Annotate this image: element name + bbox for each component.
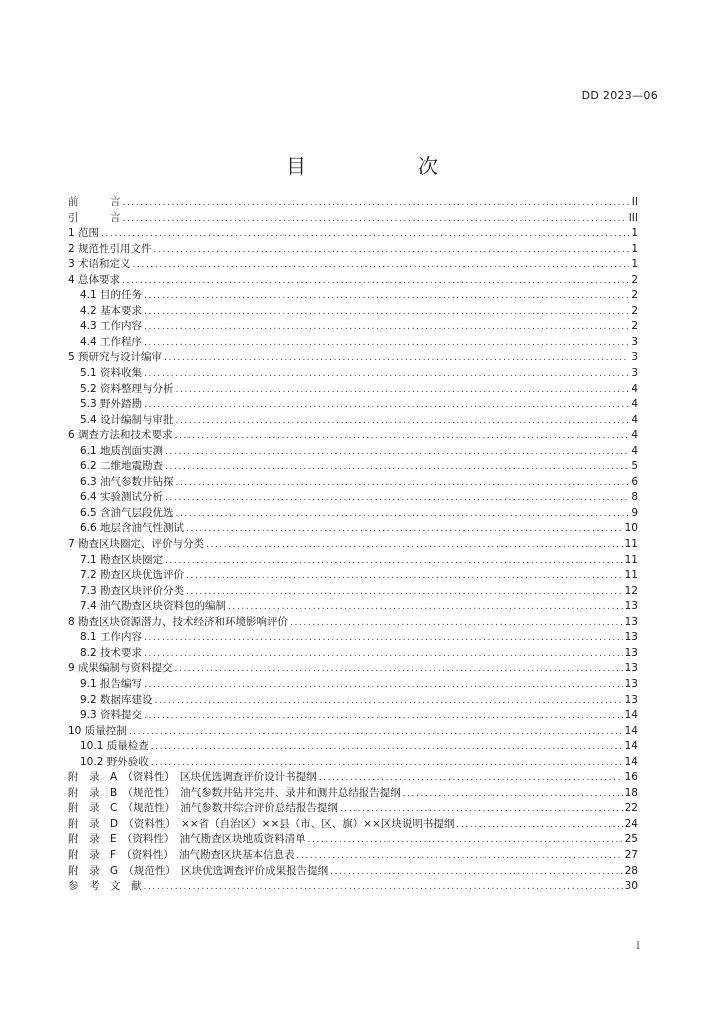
toc-leader-dots — [144, 709, 623, 724]
toc-entry[interactable] — [68, 677, 638, 693]
toc-entry[interactable] — [68, 553, 638, 569]
toc-entry-label: 2 规范性引用文件 — [68, 242, 152, 255]
toc-entry-label: 10.2 野外验收 — [80, 755, 149, 768]
toc-leader-dots — [330, 865, 622, 880]
toc-leader-dots — [186, 585, 623, 600]
toc-entry-page: 9 — [631, 506, 638, 519]
toc-entry[interactable] — [68, 584, 638, 600]
toc-entry-page: 2 — [631, 304, 638, 317]
toc-entry[interactable] — [68, 350, 638, 366]
toc-entry[interactable] — [68, 724, 638, 740]
toc-entry-page: 4 — [631, 413, 638, 426]
toc-entry[interactable] — [68, 304, 638, 320]
toc-leader-dots — [206, 538, 623, 553]
toc-entry-label: 9.1 报告编写 — [80, 677, 143, 690]
toc-leader-dots — [144, 289, 629, 304]
toc-entry[interactable] — [68, 599, 638, 615]
toc-leader-dots — [319, 771, 623, 786]
toc-entry-label: 7 勘查区块圈定、评价与分类 — [68, 538, 205, 551]
toc-entry-page: 5 — [631, 460, 638, 473]
toc-entry-label: 7.3 勘查区块评价分类 — [80, 584, 185, 597]
toc-entry[interactable] — [68, 288, 638, 304]
toc-entry-page: 11 — [624, 538, 638, 551]
toc-leader-dots — [122, 274, 629, 289]
toc-leader-dots — [456, 818, 622, 833]
toc-leader-dots — [175, 429, 630, 444]
toc-entry-label: 5.2 资料整理与分析 — [80, 382, 174, 395]
toc-entry-label: 6 调查方法和技术要求 — [68, 429, 173, 442]
toc-entry-label: 3 术语和定义 — [68, 258, 131, 271]
toc-leader-dots — [123, 196, 630, 211]
toc-entry[interactable] — [68, 832, 638, 848]
toc-entry-page: 4 — [631, 429, 638, 442]
toc-leader-dots — [340, 802, 623, 817]
doc-code: DD 2023—06 — [581, 89, 658, 102]
toc-entry-label: 附 录 D （资料性） ××省（自治区）××县（市、区、旗）××区块说明书提纲 — [68, 817, 455, 830]
toc-entry-label: 9.2 数据库建设 — [80, 693, 153, 706]
toc-entry-label: 8.2 技术要求 — [80, 646, 143, 659]
toc-entry[interactable] — [68, 770, 638, 786]
toc-entry-label: 附 录 C （规范性） 油气参数井综合评价总结报告提纲 — [68, 802, 338, 815]
toc-leader-dots — [176, 507, 630, 522]
toc-entry[interactable] — [68, 817, 638, 833]
toc-entry-page: 11 — [624, 569, 638, 582]
toc-entry[interactable] — [68, 786, 638, 802]
toc-leader-dots — [144, 336, 629, 351]
toc-entry-page: 14 — [624, 755, 638, 768]
toc-entry[interactable] — [68, 382, 638, 398]
toc-entry-page: II — [631, 196, 638, 208]
toc-entry[interactable] — [68, 226, 638, 242]
toc-entry-label: 7.4 油气勘查区块资料包的编制 — [80, 600, 227, 613]
toc-entry[interactable] — [68, 366, 638, 382]
toc-leader-dots — [144, 880, 623, 895]
toc-entry-label: 附 录 A （资料性） 区块优选调查评价设计书提纲 — [68, 771, 317, 784]
toc-entry-label: 6.1 地质剖面实测 — [80, 444, 164, 457]
toc-entry-page: 27 — [624, 848, 638, 861]
toc-entry-label: 7.1 勘查区块圈定 — [80, 553, 164, 566]
toc-entry[interactable] — [68, 211, 638, 227]
toc-entry[interactable] — [68, 319, 638, 335]
toc-entry-page: 3 — [631, 351, 638, 364]
toc-entry[interactable] — [68, 848, 638, 864]
toc-entry-page: 18 — [624, 786, 638, 799]
toc-entry-label: 4 总体要求 — [68, 273, 121, 286]
toc-entry-page: III — [628, 211, 638, 224]
toc-entry-label: 附 录 F （资料性） 油气勘查区块基本信息表 — [68, 848, 295, 861]
toc-entry-page: 14 — [624, 740, 638, 753]
toc-entry[interactable] — [68, 242, 638, 258]
toc-entry[interactable] — [68, 397, 638, 413]
toc-entry[interactable] — [68, 490, 638, 506]
page-number: I — [636, 941, 640, 952]
toc-leader-dots — [165, 445, 629, 460]
toc-entry-page: 2 — [631, 273, 638, 286]
toc-entry-label: 6.3 油气参数井钻探 — [80, 475, 174, 488]
toc-entry-page: 13 — [624, 631, 638, 644]
toc-entry[interactable] — [68, 257, 638, 273]
toc-entry-page: 4 — [631, 398, 638, 411]
toc-leader-dots — [155, 694, 623, 709]
toc-entry[interactable] — [68, 428, 638, 444]
toc-entry[interactable] — [68, 646, 638, 662]
toc-entry-label: 4.2 基本要求 — [80, 304, 143, 317]
toc-entry[interactable] — [68, 195, 638, 211]
toc-entry-page: 13 — [624, 677, 638, 690]
toc-entry-label: 6.4 实验测试分析 — [80, 491, 164, 504]
toc-entry-label: 5.4 设计编制与审批 — [80, 413, 174, 426]
toc-entry-page: 8 — [631, 491, 638, 504]
toc-entry-page: 10 — [624, 522, 638, 535]
toc-entry[interactable] — [68, 693, 638, 709]
toc-entry-label: 附 录 E （资料性） 油气勘查区块地质资料清单 — [68, 833, 306, 846]
toc-entry-label: 5.3 野外踏勘 — [80, 398, 143, 411]
toc-entry-label: 1 范围 — [68, 227, 100, 240]
toc-entry-page: 6 — [631, 475, 638, 488]
toc-entry[interactable] — [68, 444, 638, 460]
table-of-contents — [68, 195, 638, 895]
toc-entry[interactable] — [68, 755, 638, 771]
toc-leader-dots — [176, 476, 630, 491]
toc-entry-label: 附 录 G （规范性） 区块优选调查评价成果报告提纲 — [68, 864, 329, 877]
toc-entry[interactable] — [68, 335, 638, 351]
toc-entry[interactable] — [68, 413, 638, 429]
toc-entry[interactable] — [68, 879, 638, 895]
toc-entry-label: 6.2 二维地震勘查 — [80, 460, 164, 473]
toc-entry-label: 4.3 工作内容 — [80, 320, 143, 333]
toc-entry-page: 2 — [631, 320, 638, 333]
toc-leader-dots — [151, 740, 623, 755]
toc-entry-page: 3 — [631, 367, 638, 380]
toc-leader-dots — [297, 849, 623, 864]
toc-leader-dots — [154, 243, 630, 258]
toc-entry-label: 4.4 工作程序 — [80, 335, 143, 348]
toc-leader-dots — [101, 227, 629, 242]
toc-entry[interactable] — [68, 568, 638, 584]
toc-leader-dots — [290, 616, 623, 631]
toc-leader-dots — [176, 414, 630, 429]
toc-entry-page: 1 — [631, 242, 638, 255]
toc-entry[interactable] — [68, 506, 638, 522]
toc-entry-label: 前 言 — [68, 196, 121, 208]
toc-entry-page: 12 — [624, 584, 638, 597]
toc-leader-dots — [123, 212, 627, 227]
toc-entry[interactable] — [68, 661, 638, 677]
toc-leader-dots — [144, 631, 623, 646]
toc-leader-dots — [144, 398, 629, 413]
toc-leader-dots — [165, 460, 629, 475]
toc-entry-page: 16 — [624, 771, 638, 784]
toc-entry[interactable] — [68, 459, 638, 475]
toc-leader-dots — [176, 383, 630, 398]
toc-entry-label: 9 成果编制与资料提交 — [68, 662, 173, 675]
toc-entry-page: 24 — [624, 817, 638, 830]
toc-entry-label: 7.2 勘查区块优选评价 — [80, 569, 185, 582]
toc-entry[interactable] — [68, 475, 638, 491]
toc-entry-page: 4 — [631, 382, 638, 395]
toc-leader-dots — [165, 491, 629, 506]
toc-entry-page: 22 — [624, 802, 638, 815]
toc-entry[interactable] — [68, 521, 638, 537]
toc-entry-label: 8 勘查区块资源潜力、技术经济和环境影响评价 — [68, 615, 289, 628]
toc-entry-label: 6.5 含油气层段优选 — [80, 506, 174, 519]
toc-entry-page: 13 — [624, 662, 638, 675]
toc-leader-dots — [165, 554, 623, 569]
toc-entry[interactable] — [68, 615, 638, 631]
toc-leader-dots — [186, 569, 623, 584]
toc-entry-page: 14 — [624, 709, 638, 722]
toc-entry-page: 3 — [631, 335, 638, 348]
toc-leader-dots — [144, 320, 629, 335]
toc-entry-label: 9.3 资料提交 — [80, 709, 143, 722]
toc-entry[interactable] — [68, 708, 638, 724]
toc-entry[interactable] — [68, 739, 638, 755]
toc-entry-page: 30 — [624, 880, 638, 893]
toc-entry-label: 引 言 — [68, 211, 121, 224]
toc-leader-dots — [129, 725, 623, 740]
toc-entry-page: 2 — [631, 289, 638, 302]
toc-leader-dots — [144, 678, 623, 693]
toc-entry-label: 5 预研究与设计编审 — [68, 351, 163, 364]
toc-leader-dots — [133, 258, 630, 273]
toc-entry-page: 13 — [624, 646, 638, 659]
toc-entry-label: 10.1 质量检查 — [80, 740, 149, 753]
toc-leader-dots — [186, 522, 623, 537]
toc-title: 目 次 — [286, 154, 484, 178]
toc-leader-dots — [228, 600, 623, 615]
toc-entry-page: 1 — [631, 258, 638, 271]
toc-entry[interactable] — [68, 864, 638, 880]
toc-entry-page: 25 — [624, 833, 638, 846]
toc-entry-label: 8.1 工作内容 — [80, 631, 143, 644]
toc-entry-page: 13 — [624, 693, 638, 706]
toc-leader-dots — [175, 662, 623, 677]
toc-entry-label: 参 考 文 献 — [68, 880, 142, 893]
toc-entry-label: 附 录 B （规范性） 油气参数井钻井完井、录井和测井总结报告提纲 — [68, 786, 401, 799]
toc-entry-label: 5.1 资料收集 — [80, 367, 143, 380]
toc-entry[interactable] — [68, 801, 638, 817]
toc-entry[interactable] — [68, 273, 638, 289]
toc-leader-dots — [308, 833, 623, 848]
toc-entry-page: 4 — [631, 444, 638, 457]
toc-entry[interactable] — [68, 630, 638, 646]
toc-entry-page: 13 — [624, 615, 638, 628]
toc-entry-page: 11 — [624, 553, 638, 566]
toc-leader-dots — [144, 305, 629, 320]
toc-entry[interactable] — [68, 537, 638, 553]
toc-entry-page: 1 — [631, 227, 638, 240]
toc-entry-label: 6.6 地层含油气性测试 — [80, 522, 185, 535]
toc-entry-page: 14 — [624, 724, 638, 737]
toc-entry-page: 13 — [624, 600, 638, 613]
toc-entry-label: 10 质量控制 — [68, 724, 127, 737]
toc-leader-dots — [144, 647, 623, 662]
toc-leader-dots — [164, 351, 629, 366]
toc-leader-dots — [403, 787, 623, 802]
toc-leader-dots — [144, 367, 629, 382]
toc-entry-page: 28 — [624, 864, 638, 877]
toc-entry-label: 4.1 目的任务 — [80, 289, 143, 302]
toc-leader-dots — [151, 756, 623, 771]
